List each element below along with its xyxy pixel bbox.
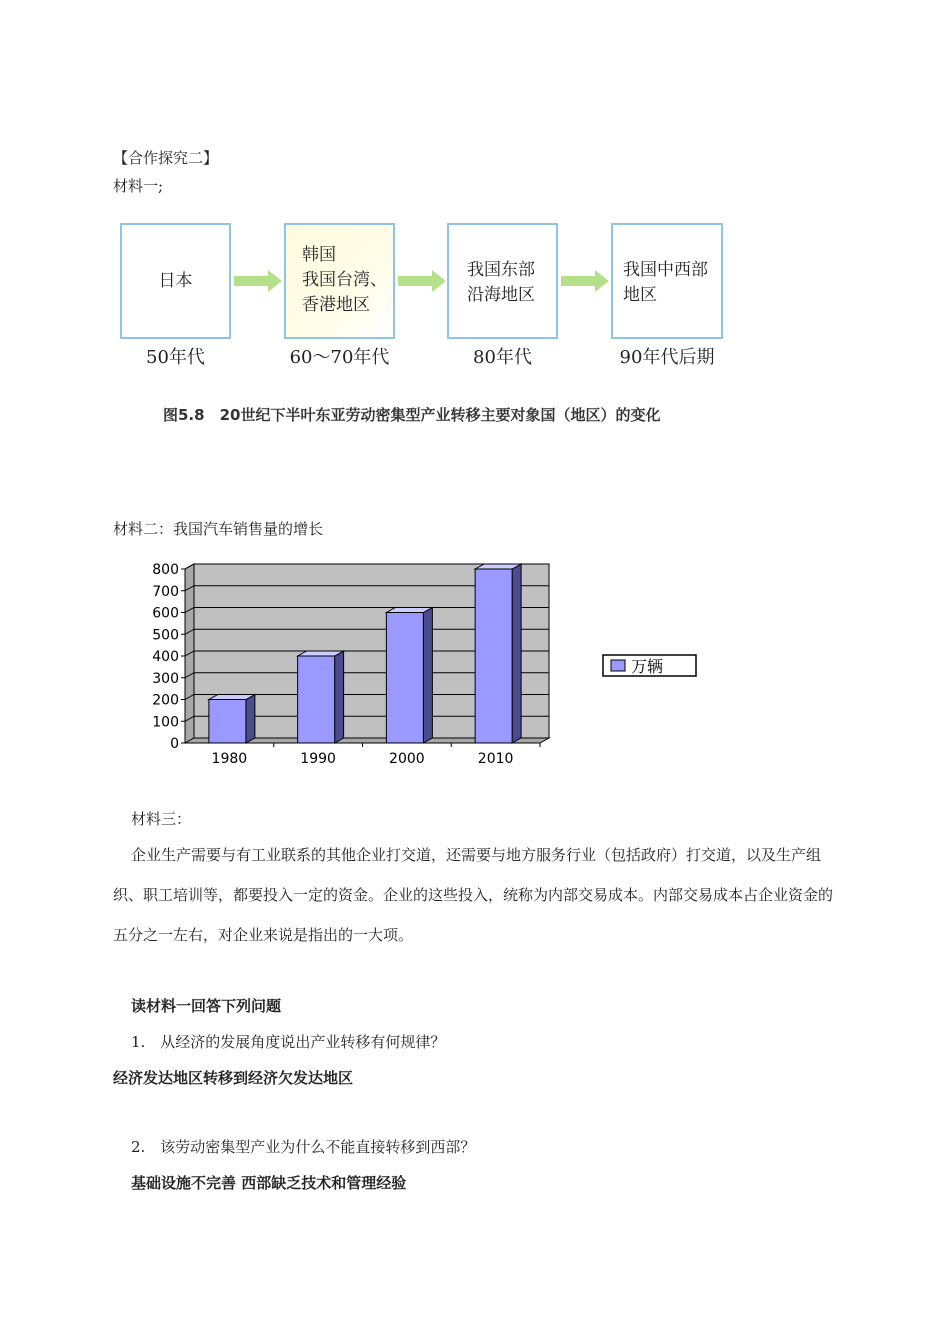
bar-side bbox=[246, 695, 255, 744]
arrow-right-icon bbox=[561, 270, 609, 292]
flow-box-label: 日本 bbox=[158, 270, 193, 291]
period-label: 60～70年代 bbox=[289, 347, 390, 368]
flow-box-japan bbox=[120, 223, 231, 339]
flow-box-east-coast bbox=[447, 223, 558, 339]
x-tick-label: 1980 bbox=[211, 751, 248, 767]
section-heading: 【合作探究二】 bbox=[113, 149, 219, 167]
bar-top bbox=[209, 695, 255, 700]
question-2: 2. 该劳动密集型产业为什么不能直接转移到西部？ bbox=[131, 1138, 476, 1156]
arrow-right-icon bbox=[234, 270, 282, 292]
y-tick-label: 600 bbox=[152, 605, 179, 622]
material-2-label: 材料二：我国汽车销售量的增长 bbox=[113, 520, 324, 538]
bar-top bbox=[475, 564, 521, 569]
y-tick-label: 300 bbox=[152, 670, 179, 687]
bar bbox=[209, 700, 246, 744]
legend-swatch bbox=[611, 660, 625, 671]
material-3-text: 企业生产需要与有工业联系的其他企业打交道，还需要与地方服务行业（包括政府）打交道，以及生产组织、职工培训等，都要投入一定的资金。企业的这些投入，统称为内部交易成本。内部交易成本占企业资金的五分之一左右，对企业来说是指出的一大项。 bbox=[113, 846, 834, 944]
flow-box-line: 韩国 bbox=[302, 245, 336, 265]
bar-top bbox=[386, 608, 432, 613]
bar-side bbox=[335, 651, 344, 743]
x-tick-label: 1990 bbox=[300, 751, 336, 767]
flow-box-central-west bbox=[611, 223, 723, 339]
y-tick-label: 100 bbox=[152, 714, 179, 731]
bar-top bbox=[298, 651, 344, 656]
material-3-label: 材料三： bbox=[131, 810, 192, 828]
flow-box-line: 香港地区 bbox=[302, 295, 370, 315]
x-tick-label: 2010 bbox=[477, 751, 514, 767]
flow-box-korea-taiwan-hk bbox=[284, 223, 395, 339]
bar bbox=[386, 613, 423, 744]
car-sales-bar-chart bbox=[130, 555, 710, 770]
material-1-label: 材料一; bbox=[113, 177, 164, 195]
material-3-paragraph bbox=[113, 835, 843, 955]
bar bbox=[298, 656, 335, 743]
y-tick-label: 700 bbox=[152, 583, 179, 600]
y-tick-label: 400 bbox=[152, 649, 179, 665]
flow-box-line: 我国东部 bbox=[467, 260, 535, 280]
legend-label: 万辆 bbox=[631, 657, 664, 676]
question-heading: 读材料一回答下列问题 bbox=[131, 997, 282, 1015]
question-1: 1. 从经济的发展角度说出产业转移有何规律？ bbox=[131, 1033, 446, 1051]
y-tick-label: 800 bbox=[152, 562, 179, 578]
period-label: 80年代 bbox=[473, 347, 532, 368]
period-label: 50年代 bbox=[146, 347, 205, 368]
arrow-right-icon bbox=[398, 270, 446, 292]
answer-2: 基础设施不完善 西部缺乏技术和管理经验 bbox=[131, 1174, 407, 1192]
figure-caption: 图5.8 20世纪下半叶东亚劳动密集型产业转移主要对象国（地区）的变化 bbox=[163, 406, 661, 424]
answer-1: 经济发达地区转移到经济欠发达地区 bbox=[113, 1069, 354, 1087]
bar-side bbox=[512, 564, 521, 743]
flow-box-line: 地区 bbox=[623, 285, 657, 305]
bar-side bbox=[423, 608, 432, 744]
x-tick-label: 2000 bbox=[389, 751, 425, 767]
y-tick-label: 500 bbox=[152, 627, 179, 644]
flow-box-line: 我国台湾、 bbox=[302, 270, 387, 290]
flow-box-line: 我国中西部 bbox=[623, 260, 708, 280]
bar bbox=[475, 569, 512, 743]
flow-box-line: 沿海地区 bbox=[467, 285, 535, 305]
y-tick-label: 200 bbox=[152, 692, 179, 709]
y-tick-label: 0 bbox=[170, 736, 179, 752]
period-label: 90年代后期 bbox=[619, 347, 715, 368]
